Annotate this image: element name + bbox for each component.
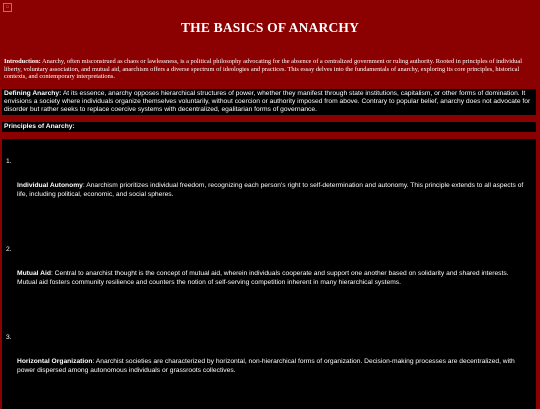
list-item-body — [17, 358, 527, 375]
definition-text: At its essence, anarchy opposes hierarchical structures of power, whether they manifest through state institutions, capitalism, or other forms of domination. It envisions a society where individuals organize themselves voluntarily, without coercion or authority imposed from above. Contrary to popular belief, anarchy does not advocate for disorder but rather seeks to replace coercive systems with decentralized, egalitarian forms of governance. — [4, 90, 531, 114]
intro-paragraph — [4, 58, 534, 81]
list-item-number: 3. — [6, 334, 12, 341]
list-item-text: : Anarchism prioritizes individual freedom, recognizing each person's right to self-determination and autonomy. This principle extends to all aspects of life, including political, economic, and social spheres. — [17, 182, 524, 198]
intro-label: Introduction: — [4, 58, 41, 65]
list-item-label: Mutual Aid — [17, 270, 51, 277]
list-item-number: 2. — [6, 246, 12, 253]
page-title: THE BASICS OF ANARCHY — [180, 20, 360, 35]
list-item-text: : Anarchist societies are characterized by horizontal, non-hierarchical forms of organization. Decision-making processes are decentralized, with power dispersed among autonomous individuals or grassroots collectives. — [17, 358, 515, 374]
definition-section — [2, 89, 536, 115]
list-item-body — [17, 270, 527, 287]
list-item-label: Individual Autonomy — [17, 182, 83, 189]
list-item-text: : Central to anarchist thought is the concept of mutual aid, wherein individuals cooperate and support one another based on solidarity and shared interests. Mutual aid fosters community resilience and counters the notion of self-serving competition inherent in many hierarchical systems. — [17, 270, 509, 286]
list-item-body — [17, 182, 527, 199]
principles-list — [2, 139, 536, 409]
principles-heading: Principles of Anarchy: — [2, 122, 536, 132]
list-item-number: 1. — [6, 158, 12, 165]
intro-text: Anarchy, often misconstrued as chaos or lawlessness, is a political philosophy advocating for the absence of a centralized government or ruling authority. Rooted in principles of individual liberty, voluntary association, and mutual aid, anarchism offers a diverse spectrum of ideologies and practices. This essay delves into the fundamentals of anarchy, exploring its core principles, historical contexts, and contemporary interpretations. — [4, 58, 522, 81]
broken-image-icon: ▫ — [3, 3, 12, 12]
definition-label: Defining Anarchy: — [4, 90, 62, 97]
list-item-label: Horizontal Organization — [17, 358, 93, 365]
